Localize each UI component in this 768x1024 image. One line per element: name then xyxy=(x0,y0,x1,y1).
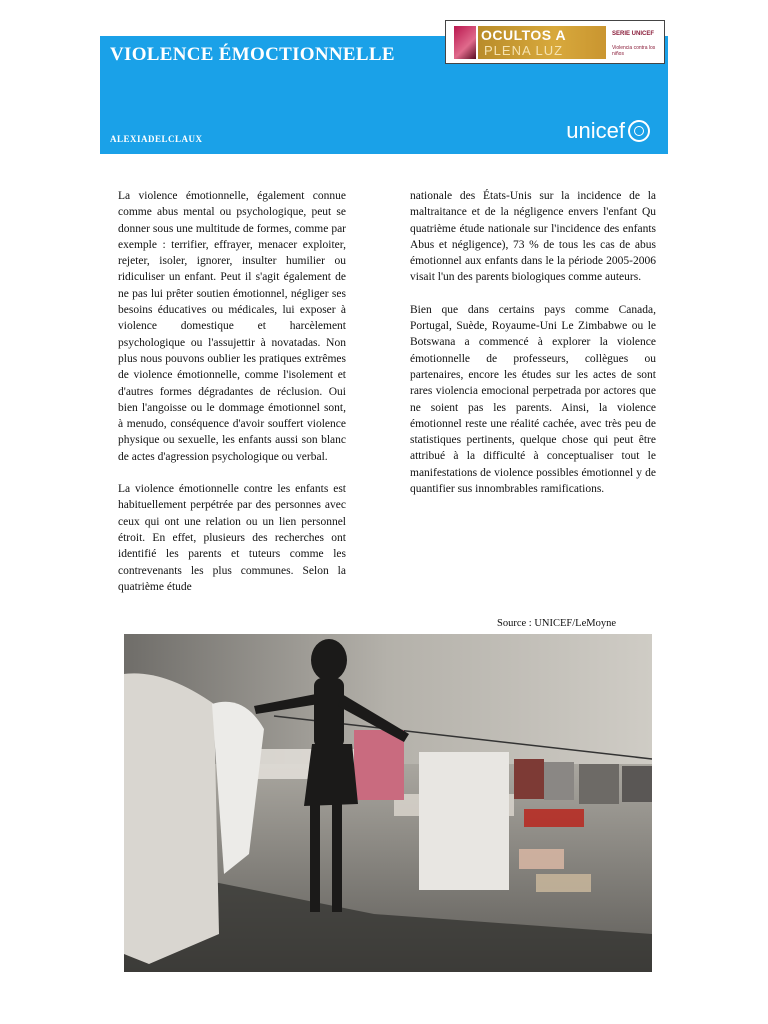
series-title-line1: OCULTOS A xyxy=(481,27,567,43)
series-label: SERIE UNICEF xyxy=(612,31,655,37)
logo-text: unicef xyxy=(566,118,625,143)
paragraph: nationale des États-Unis sur la incidence de la maltraitance et de la négligence envers l'enfant Qu quatrième étude nationale sur l'incidence des enfants Abus et négligence), 73 % de tous les cas de abus émotionnel aux enfants dans le la période 2005-2006 visait l'un des parents biologiques comme auteurs. xyxy=(410,190,656,284)
series-badge xyxy=(445,20,665,64)
article-photo xyxy=(124,634,652,972)
series-thumbnail xyxy=(454,26,476,59)
unicef-logo xyxy=(566,118,650,144)
photo-illustration xyxy=(124,634,652,972)
article-title: VIOLENCE ÉMOCTIONNELLE xyxy=(110,44,395,65)
paragraph: La violence émotionnelle, également connue comme abus mental ou psychologique, peut se donner sous une multitude de formes, comme par exemple : terrifier, effrayer, menacer exploiter, rejeter, isoler, ignorer, insulter humilier ou ridiculiser un enfant. Peut il s'agit également de ne pas lui prêter soutien émotionnel, négliger ses besoins éducatives ou médicales, lui exposer à violence domestique et harcèlement psychologique ou l'assujettir à novatadas. Non plus nous pouvons oublier les pratiques extrêmes de violence émotionnelle, comme l'isolement et d'autres formes dégradantes de réclusion. Oui bien l'angoisse ou le dommage émotionnel sont, à menudo, conséquence d'avoir souffert violence physique ou sexuelle, les enfants aussi son blanc de actes d'agression psychologique ou verbal. xyxy=(118,190,346,463)
series-subtitle: Violencia contra los niños xyxy=(612,45,656,57)
author-name: ALEXIADELCLAUX xyxy=(110,134,203,144)
photo-source-credit: Source : UNICEF/LeMoyne xyxy=(497,618,616,629)
series-title-line2: PLENA LUZ xyxy=(484,43,564,58)
article-column-right xyxy=(410,188,656,513)
series-title-panel xyxy=(478,26,606,59)
paragraph: La violence émotionnelle contre les enfants est habituellement perpétrée par des personnes avec ceux qui ont une relation ou un lien personnel étroit. En effet, plusieurs des recherches ont identifié les parents et tuteurs comme les contrevenants les plus communes. Selon la quatrième étude xyxy=(118,483,346,593)
article-column-left xyxy=(118,188,346,611)
globe-icon xyxy=(628,120,650,142)
paragraph: Bien que dans certains pays comme Canada, Portugal, Suède, Royaume-Uni Le Zimbabwe ou le Botswana a commencé à explorer la violence émotionnelle de professeurs, collègues ou partenaires, encore les études sur les actes de sont rares violencia emocional perpetrada por actores que ne soient pas les parents. Ainsi, la violence émotionnel reste une réalité cachée, avec très peu de statistiques pertinents, quelque chose qui peut être attribué à la difficulté à conceptualiser tout le manifestations de violence possibles émotionnel y de quantifier sus innombrables ramifications. xyxy=(410,303,656,496)
